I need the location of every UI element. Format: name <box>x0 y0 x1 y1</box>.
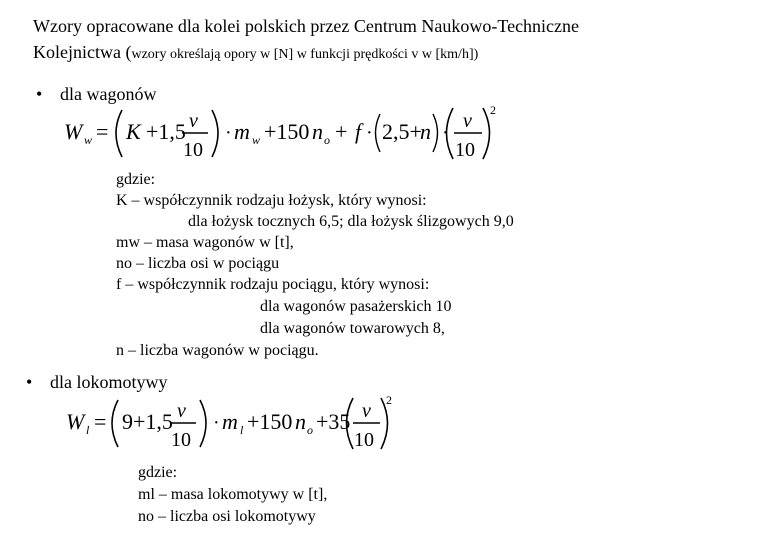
svg-text:·: · <box>213 412 220 434</box>
svg-text:n: n <box>312 119 323 144</box>
svg-text:·: · <box>225 122 232 144</box>
wagons-formula-svg <box>62 104 502 162</box>
locomotive-def-no: no – liczba osi lokomotywy <box>138 508 316 525</box>
svg-text:=: = <box>96 119 109 144</box>
wagons-f-passenger: dla wagonów pasażerskich 10 <box>260 298 452 315</box>
svg-text:·: · <box>366 122 373 144</box>
formula-lhs-subscript: w <box>84 133 93 147</box>
svg-text:n: n <box>420 119 431 144</box>
svg-text:f: f <box>355 119 362 144</box>
wagons-def-k: K – współczynnik rodzaju łożysk, który wynosi: <box>116 192 427 209</box>
svg-text:2: 2 <box>490 104 496 117</box>
svg-text:K: K <box>126 119 141 144</box>
svg-text:=: = <box>94 409 107 434</box>
bullet-locomotive <box>26 372 168 393</box>
bullet-wagons-label: dla wagonów <box>60 84 157 104</box>
wagons-f-freight: dla wagonów towarowych 8, <box>260 320 445 337</box>
svg-text:o: o <box>307 423 313 437</box>
title-line-2-lead: Kolejnictwa ( <box>33 42 132 62</box>
page-title <box>33 14 579 38</box>
svg-text:+: + <box>335 119 348 144</box>
bullet-dot-icon: • <box>26 372 33 392</box>
svg-text:10: 10 <box>455 139 475 161</box>
svg-text:w: w <box>252 133 261 147</box>
svg-text:n: n <box>295 409 306 434</box>
svg-text:9+1,5: 9+1,5 <box>122 409 173 434</box>
wagons-def-mw: mw – masa wagonów w [t], <box>116 234 294 251</box>
locomotive-def-ml: ml – masa lokomotywy w [t], <box>138 486 328 503</box>
svg-text:2: 2 <box>386 394 392 407</box>
svg-text:l: l <box>240 423 244 437</box>
svg-text:+150: +150 <box>247 409 293 434</box>
title-line-1: Wzory opracowane dla kolei polskich przez Centrum Naukowo-Techniczne <box>33 16 580 36</box>
wagons-k-values: dla łożysk tocznych 6,5; dla łożysk ślizgowych 9,0 <box>188 213 514 230</box>
svg-text:o: o <box>324 133 330 147</box>
units-note: wzory określają opory w [N] w funkcji prędkości v w [km/h]) <box>131 47 479 62</box>
svg-text:v: v <box>177 400 186 422</box>
bullet-dot-icon: • <box>36 84 43 104</box>
bullet-wagons <box>36 84 156 105</box>
svg-text:v: v <box>189 110 198 132</box>
svg-text:10: 10 <box>171 429 191 451</box>
svg-text:·: · <box>442 122 449 144</box>
svg-text:m: m <box>234 119 250 144</box>
wagons-def-n: n – liczba wagonów w pociągu. <box>116 342 319 359</box>
formula-lhs-symbol: W <box>66 409 85 434</box>
svg-text:10: 10 <box>183 139 203 161</box>
locomotive-formula-svg <box>64 394 394 452</box>
page-subtitle <box>33 40 478 67</box>
wagons-def-no: no – liczba osi w pociągu <box>116 255 280 272</box>
wagons-def-f: f – współczynnik rodzaju pociągu, który wynosi: <box>116 276 430 293</box>
formula-lhs-subscript: l <box>86 423 90 437</box>
svg-text:+1,5: +1,5 <box>146 119 186 144</box>
svg-text:+35: +35 <box>316 409 351 434</box>
svg-text:+150: +150 <box>264 119 310 144</box>
bullet-locomotive-label: dla lokomotywy <box>50 372 168 392</box>
svg-text:v: v <box>463 110 472 132</box>
svg-text:2,5+: 2,5+ <box>382 119 422 144</box>
wagons-formula <box>62 104 502 167</box>
locomotive-where: gdzie: <box>138 464 178 481</box>
locomotive-formula <box>64 394 394 457</box>
wagons-where: gdzie: <box>116 171 156 188</box>
svg-text:m: m <box>222 409 238 434</box>
svg-text:v: v <box>362 400 371 422</box>
formula-lhs-symbol: W <box>64 119 83 144</box>
svg-text:10: 10 <box>354 429 374 451</box>
